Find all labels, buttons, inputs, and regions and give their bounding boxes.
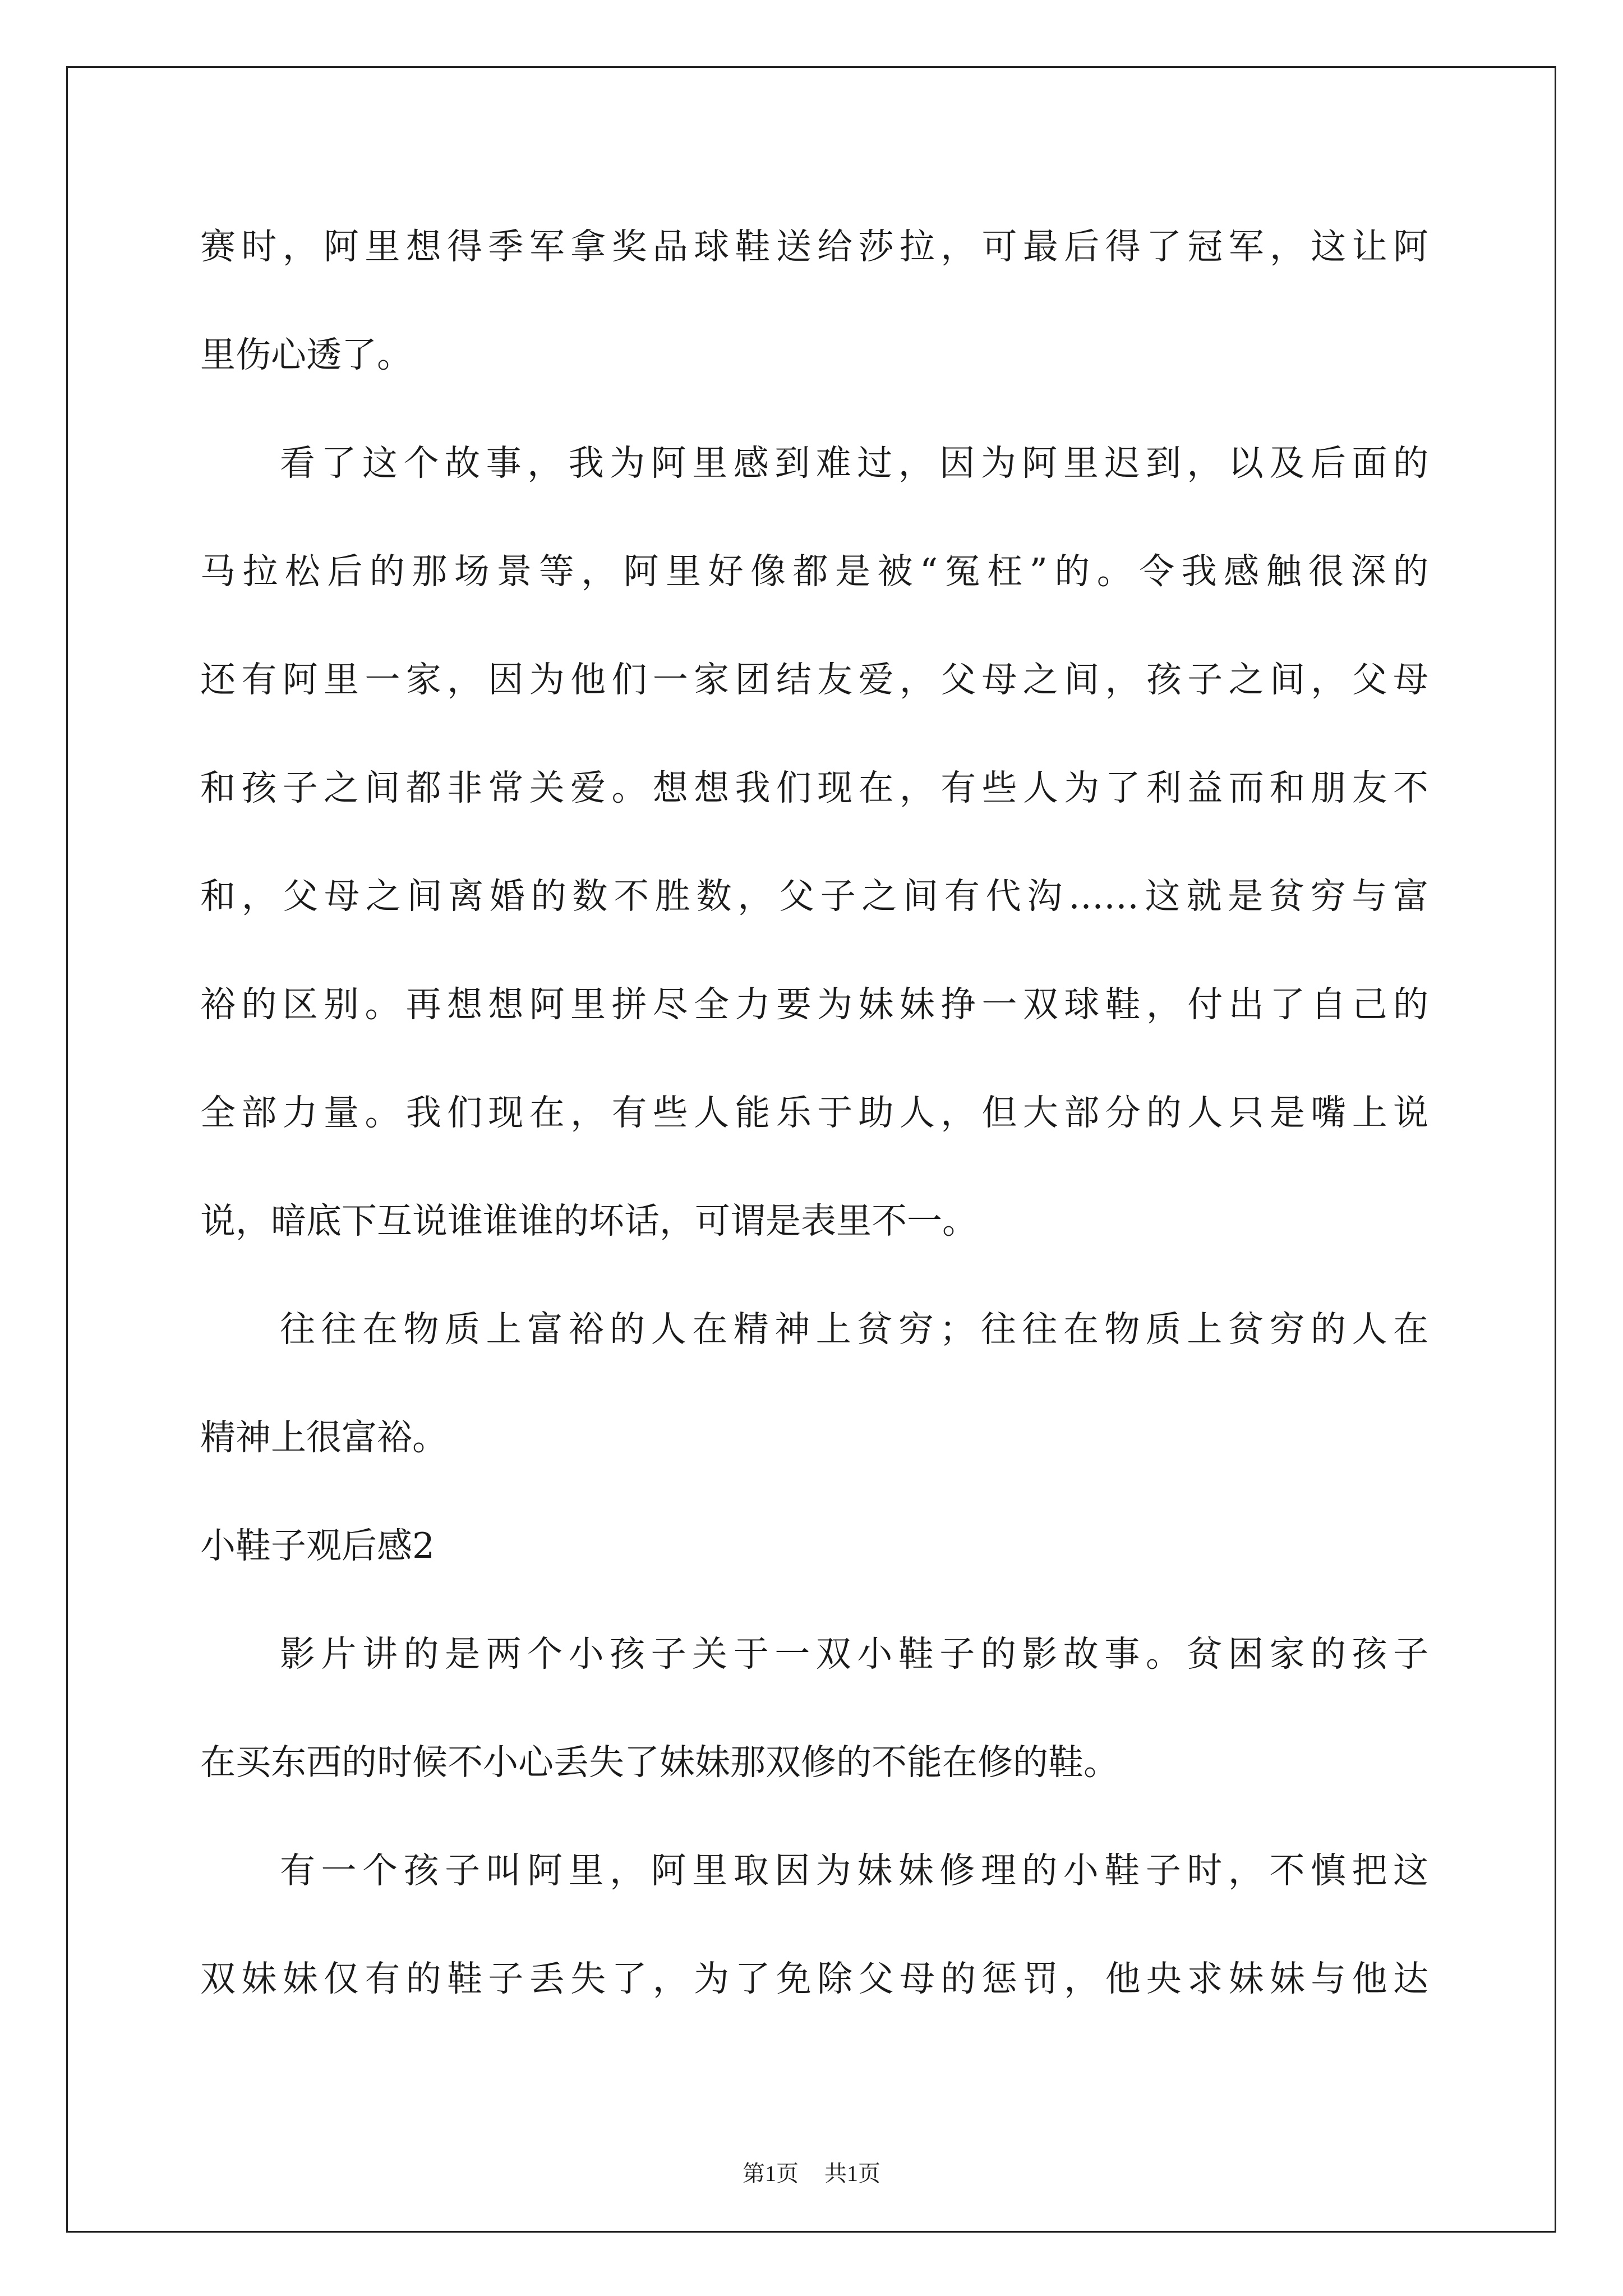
paragraph-start-line: 有一个孩子叫阿里，阿里取因为妹妹修理的小鞋子时，不慎把这 xyxy=(280,1850,1428,1891)
text-line: 还有阿里一家，因为他们一家团结友爱，父母之间，孩子之间，父母 xyxy=(200,659,1428,700)
page-number: 第1页 xyxy=(743,2161,799,2186)
text-line: 全部力量。我们现在，有些人能乐于助人，但大部分的人只是嘴上说 xyxy=(200,1092,1428,1133)
text-line: 和孩子之间都非常关爱。想想我们现在，有些人为了利益而和朋友不 xyxy=(200,767,1428,808)
page-total: 共1页 xyxy=(824,2161,880,2186)
text-line: 精神上很富裕。 xyxy=(200,1417,448,1458)
text-line: 双妹妹仅有的鞋子丢失了，为了免除父母的惩罚，他央求妹妹与他达 xyxy=(200,1958,1428,1999)
text-line: 里伤心透了。 xyxy=(200,334,412,375)
text-line: 裕的区别。再想想阿里拼尽全力要为妹妹挣一双球鞋，付出了自己的 xyxy=(200,984,1428,1025)
paragraph-start-line: 影片讲的是两个小孩子关于一双小鞋子的影故事。贫困家的孩子 xyxy=(280,1634,1428,1674)
paragraph-start-line: 往往在物质上富裕的人在精神上贫穷；往往在物质上贫穷的人在 xyxy=(280,1309,1428,1350)
paragraph-start-line: 看了这个故事，我为阿里感到难过，因为阿里迟到，以及后面的 xyxy=(280,443,1428,484)
section-heading: 小鞋子观后感2 xyxy=(200,1525,435,1566)
text-line: 说，暗底下互说谁谁谁的坏话，可谓是表里不一。 xyxy=(200,1200,978,1241)
text-line: 赛时，阿里想得季军拿奖品球鞋送给莎拉，可最后得了冠军，这让阿 xyxy=(200,226,1428,267)
text-line: 和，父母之间离婚的数不胜数，父子之间有代沟……这就是贫穷与富 xyxy=(200,876,1428,917)
text-line: 在买东西的时候不小心丢失了妹妹那双修的不能在修的鞋。 xyxy=(200,1742,1119,1783)
document-body xyxy=(200,210,1428,2051)
page-footer xyxy=(0,2157,1623,2191)
text-line: 马拉松后的那场景等，阿里好像都是被“冤枉”的。令我感触很深的 xyxy=(200,551,1428,592)
